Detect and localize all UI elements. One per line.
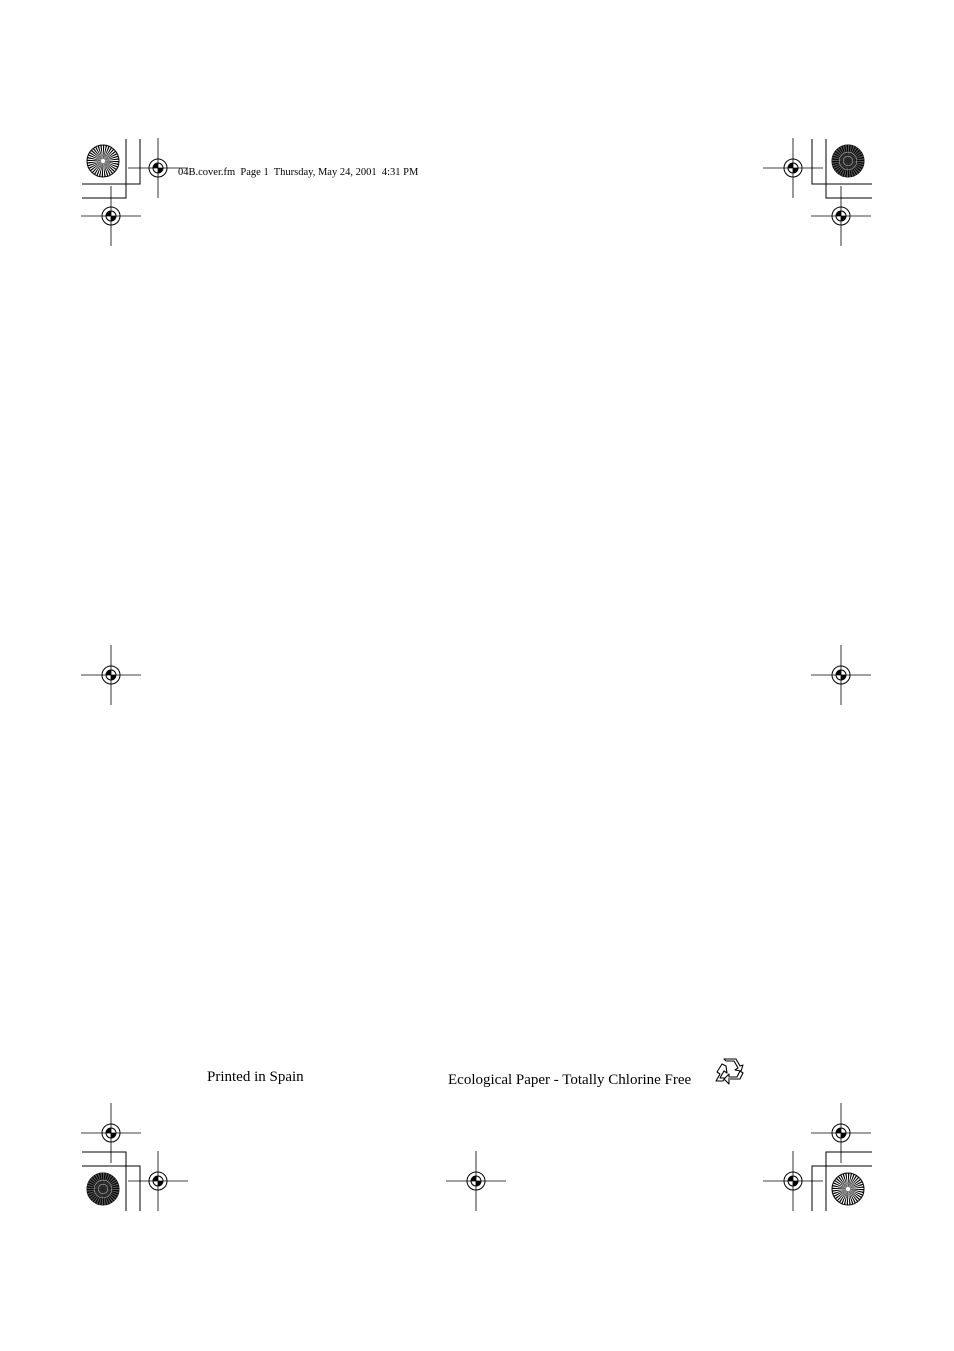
star-targets: [87, 145, 864, 1205]
registration-mark-icon: [81, 186, 141, 246]
star-target-icon: [832, 1173, 864, 1205]
registration-mark-icon: [128, 1151, 188, 1211]
star-target-icon: [832, 145, 864, 177]
registration-mark-icon: [811, 1103, 871, 1163]
registration-mark-icon: [811, 186, 871, 246]
star-target-icon: [87, 145, 119, 177]
registration-mark-icon: [446, 1151, 506, 1211]
printed-in-text: Printed in Spain: [207, 1069, 304, 1085]
registration-marks: [81, 138, 871, 1211]
crop-lines: [82, 139, 872, 1211]
registration-mark-icon: [81, 645, 141, 705]
star-target-icon: [87, 1173, 119, 1205]
registration-mark-icon: [81, 1103, 141, 1163]
recycle-icon: [714, 1058, 746, 1088]
registration-mark-icon: [763, 1151, 823, 1211]
registration-mark-icon: [811, 645, 871, 705]
registration-mark-icon: [763, 138, 823, 198]
paper-note-text: Ecological Paper - Totally Chlorine Free: [448, 1072, 692, 1088]
slug-line: 04B.cover.fm Page 1 Thursday, May 24, 2001 4:31 PM: [178, 167, 419, 178]
